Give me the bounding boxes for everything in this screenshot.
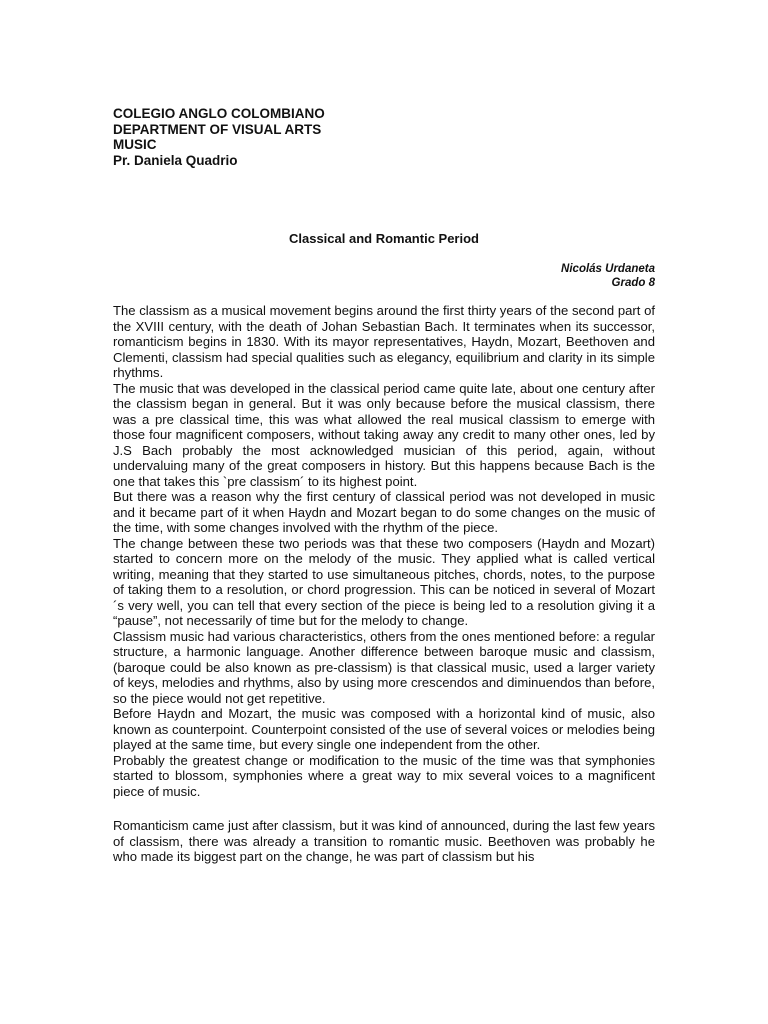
document-title: Classical and Romantic Period	[288, 231, 479, 246]
document-header	[113, 106, 533, 168]
paragraph: The change between these two periods was that these two composers (Haydn and Mozart) started to concern more on the melody of the music. They applied what is called vertical writing, meaning that they started to use simultaneous pitches, chords, notes, to the purpose of taking them to a resolution, or chord progression. This can be noticed in several of Mozart´s very well, you can tell that every section of the piece is being led to a resolution giving it a “pause”, not necessarily of time but for the melody to change.	[113, 535, 655, 628]
paragraph: But there was a reason why the first century of classical period was not developed in music and it became part of it when Haydn and Mozart began to do some changes on the music of the time, with some changes involved with the rhythm of the piece.	[113, 489, 655, 535]
school-name: COLEGIO ANGLO COLOMBIANO	[113, 106, 325, 121]
body-section-romanticism	[113, 818, 655, 865]
author-name: Nicolás Urdaneta	[561, 263, 655, 275]
paragraph: Romanticism came just after classism, but it was kind of announced, during the last few years of classism, there was already a transition to romantic music. Beethoven was probably he who made its biggest part on the change, he was part of classism but his	[113, 818, 655, 864]
body-section-classism	[113, 303, 655, 799]
subject-name: MUSIC	[113, 137, 157, 152]
author-block	[561, 262, 655, 290]
paragraph: The music that was developed in the classical period came quite late, about one century after the classism began in general. But it was only because before the musical classism, there was a pre classical time, this was what allowed the real musical classism to emerge with those four magnificent composers, without taking away any credit to many other ones, led by J.S Bach probably the most acknowledged musician of this period, again, without undervaluing many of the great composers in history. But this happens because Bach is the one that takes this `pre classism´ to its highest point.	[113, 380, 655, 489]
author-grade: Grado 8	[611, 277, 655, 289]
paragraph: Classism music had various characteristics, others from the ones mentioned before: a regular structure, a harmonic language. Another difference between baroque music and classism, (baroque could be also known as pre-classism) is that classical music, used a larger variety of keys, melodies and rhythms, also by using more crescendos and diminuendos than before, so the piece would not get repetitive.	[113, 628, 655, 706]
paragraph: Probably the greatest change or modification to the music of the time was that symphonies started to blossom, symphonies where a great way to mix several voices to a magnificent piece of music.	[113, 752, 655, 799]
paragraph: The classism as a musical movement begins around the first thirty years of the second part of the XVIII century, with the death of Johan Sebastian Bach. It terminates when its successor, romanticism begins in 1830. With its mayor representatives, Haydn, Mozart, Beethoven and Clementi, classism had special qualities such as elegancy, equilibrium and clarity in its simple rhythms.	[113, 303, 655, 380]
teacher-name: Pr. Daniela Quadrio	[113, 152, 238, 168]
paragraph: Before Haydn and Mozart, the music was composed with a horizontal kind of music, also known as counterpoint. Counterpoint consisted of the use of several voices or melodies being played at the same time, but every single one independent from the other.	[113, 706, 655, 752]
department-name: DEPARTMENT OF VISUAL ARTS	[113, 121, 322, 137]
